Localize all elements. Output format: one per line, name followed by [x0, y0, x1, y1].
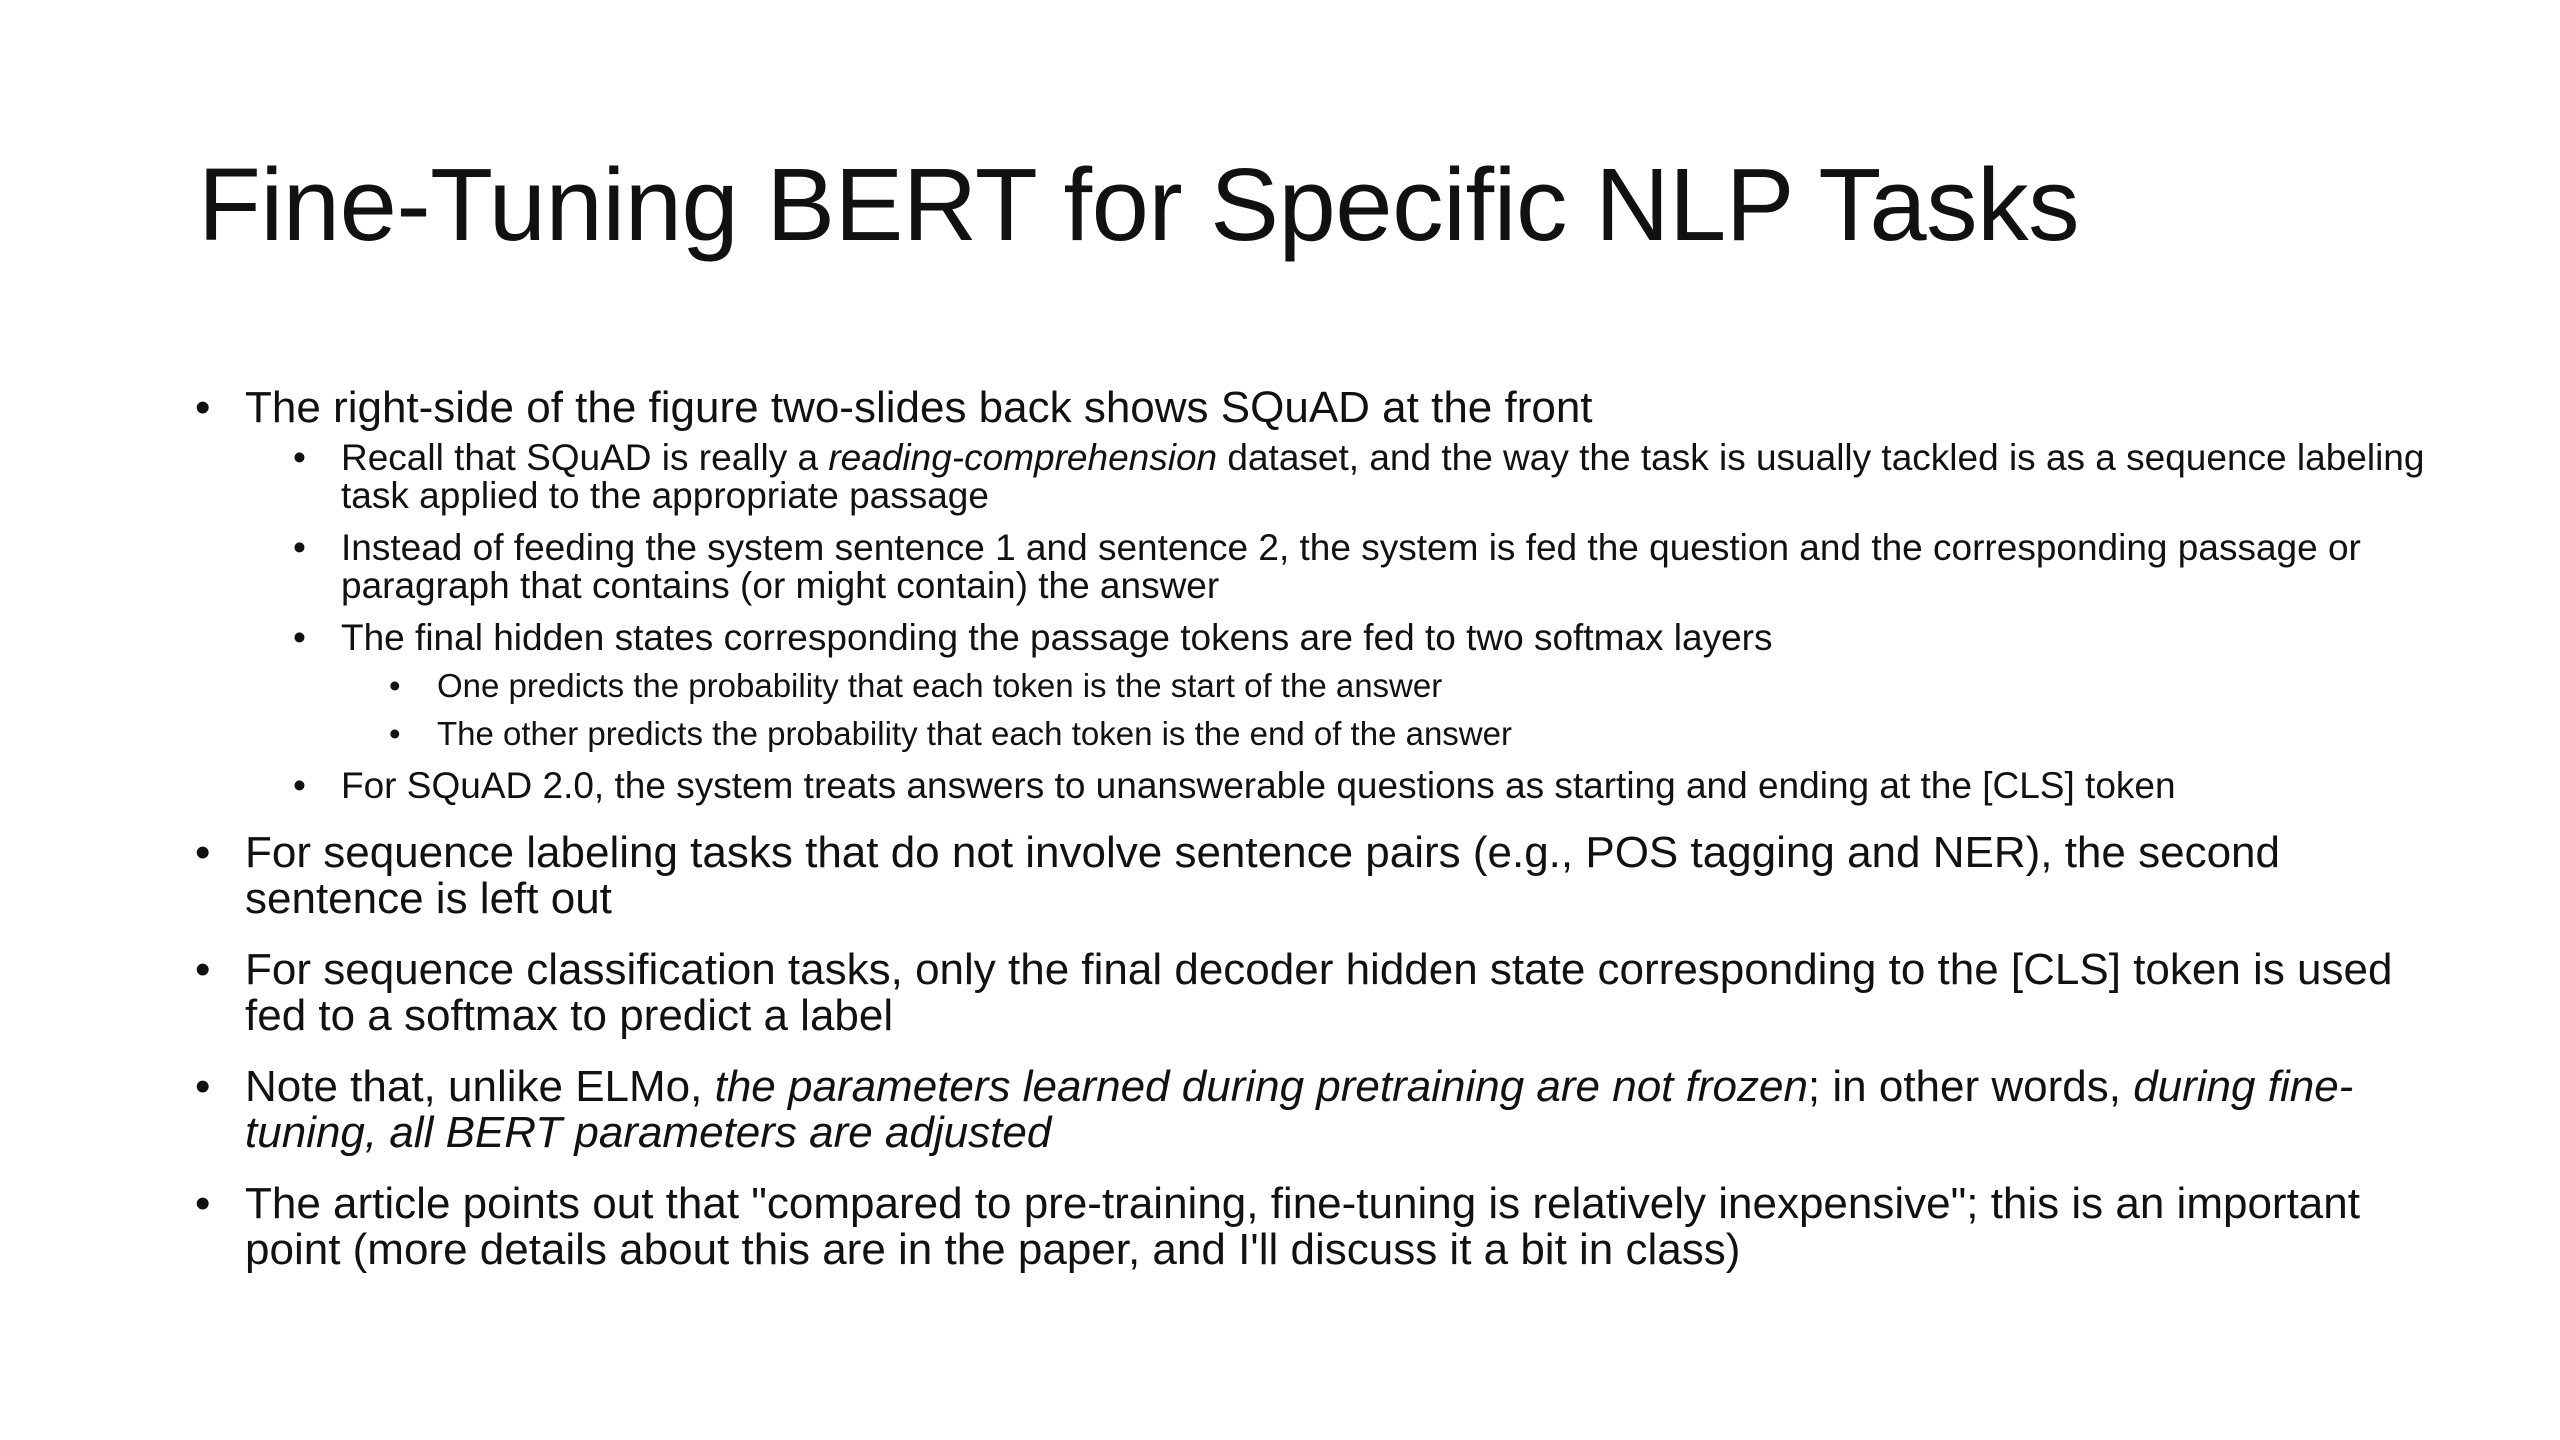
sub-bullet-item-reading-comprehension [293, 439, 2425, 515]
bullet-text-mid: ; in other words, [1807, 1062, 2134, 1111]
bullet-list [195, 385, 2425, 1273]
bullet-icon: • [293, 437, 306, 478]
sub-bullet-text: Instead of feeding the system sentence 1 and sentence 2, the system is fed the question and the corresponding passage or paragraph that contains (or might contain) the answer [341, 527, 2361, 606]
bullet-item-elmo-note [195, 1064, 2425, 1156]
sub-sub-bullet-text: The other predicts the probability that each token is the end of the answer [437, 715, 1512, 752]
bullet-icon: • [389, 715, 401, 752]
sub-bullet-item-softmax-layers [293, 619, 2425, 753]
slide-title: Fine-Tuning BERT for Specific NLP Tasks [198, 147, 2080, 262]
sub-bullet-text-pre: Recall that SQuAD is really a [341, 437, 829, 478]
bullet-icon: • [293, 765, 306, 806]
bullet-icon: • [389, 667, 401, 704]
bullet-icon: • [293, 527, 306, 568]
sub-sub-bullet-item-end [389, 715, 2425, 753]
bullet-icon: • [195, 828, 211, 877]
bullet-text: For sequence labeling tasks that do not involve sentence pairs (e.g., POS tagging and NER), the second sentence is left out [245, 828, 2280, 923]
sub-bullet-text-emphasis: reading-comprehension [828, 437, 1218, 478]
bullet-item-sequence-classification [195, 947, 2425, 1039]
bullet-icon: • [195, 383, 211, 432]
bullet-icon: • [195, 945, 211, 994]
bullet-item-article-point [195, 1181, 2425, 1273]
bullet-text-emphasis: the parameters learned during pretraining are not frozen [714, 1062, 1808, 1111]
bullet-text: For sequence classification tasks, only the final decoder hidden state corresponding to the [CLS] token is used fed to a softmax to predict a label [245, 945, 2393, 1040]
bullet-item-squad-figure [195, 385, 2425, 805]
sub-bullet-text: For SQuAD 2.0, the system treats answers to unanswerable questions as starting and ending at the [CLS] token [341, 765, 2176, 806]
slide-body [195, 385, 2425, 1273]
bullet-icon: • [293, 617, 306, 658]
bullet-text-pre: Note that, unlike ELMo, [245, 1062, 715, 1111]
sub-bullet-item-squad-2 [293, 767, 2425, 805]
sub-bullet-list [293, 439, 2425, 805]
sub-sub-bullet-item-start [389, 667, 2425, 705]
bullet-icon: • [195, 1179, 211, 1228]
bullet-text: The right-side of the figure two-slides back shows SQuAD at the front [245, 383, 1593, 432]
sub-bullet-text-post: dataset, and the way the task is usually tackled is as a sequence labeling task applied to the appropriate passage [341, 437, 2425, 516]
bullet-text: The article points out that "compared to pre-training, fine-tuning is relatively inexpensive"; this is an important point (more details about this are in the paper, and I'll discuss it a bit in class) [245, 1179, 2360, 1274]
sub-sub-bullet-text: One predicts the probability that each token is the start of the answer [437, 667, 1443, 704]
bullet-icon: • [195, 1062, 211, 1111]
bullet-text-emphasis: during fine-tuning, all BERT parameters are adjusted [245, 1062, 2354, 1157]
sub-sub-bullet-list [389, 667, 2425, 753]
sub-bullet-text: The final hidden states corresponding the passage tokens are fed to two softmax layers [341, 617, 1773, 658]
sub-bullet-item-question-passage [293, 529, 2425, 605]
bullet-item-sequence-labeling [195, 830, 2425, 922]
